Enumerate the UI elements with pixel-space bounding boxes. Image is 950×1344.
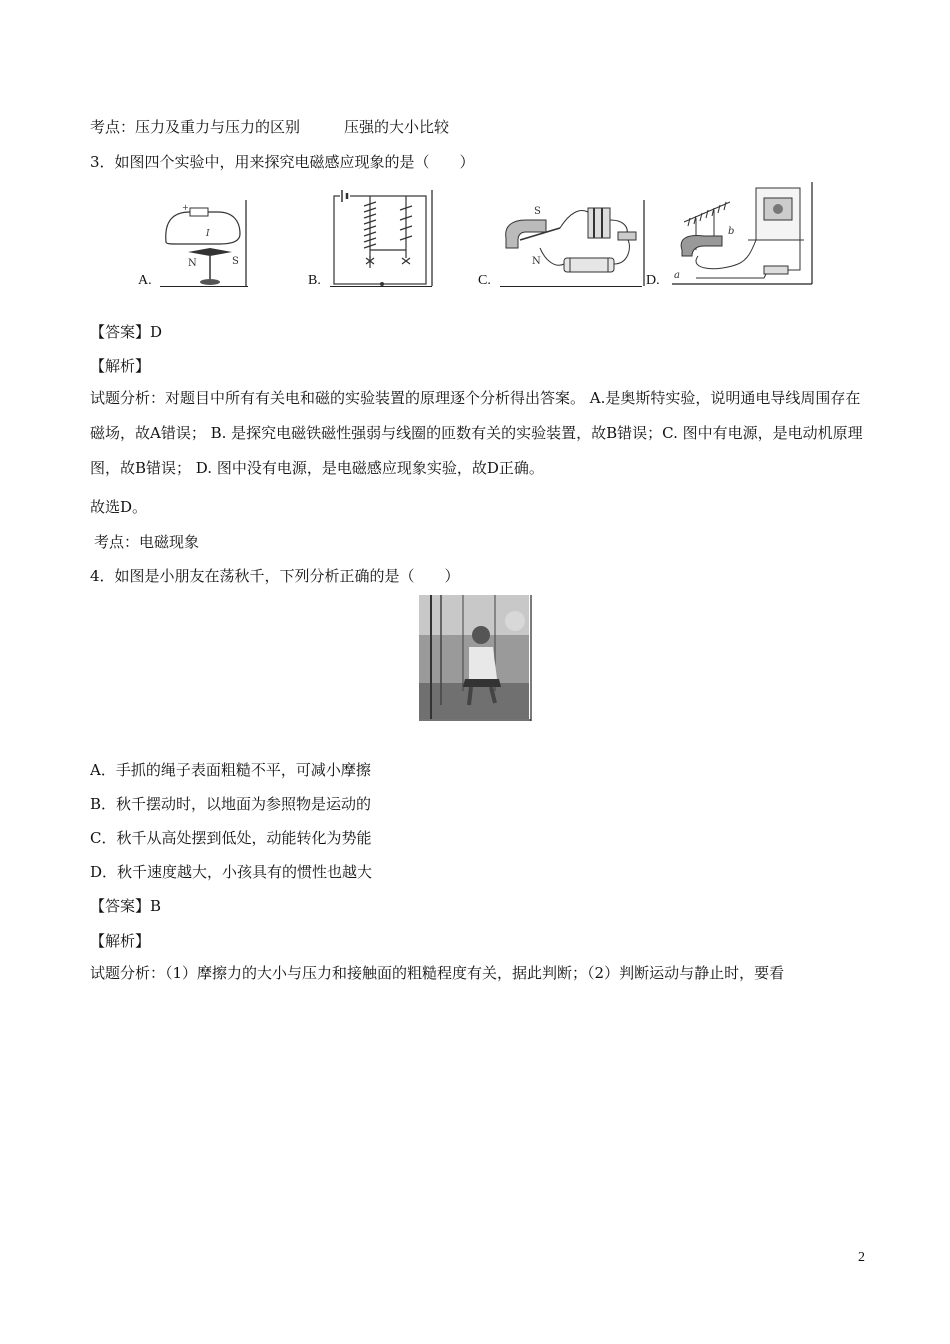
swing-photo bbox=[419, 595, 533, 725]
question-3-stem: 3．如图四个实验中，用来探究电磁感应现象的是（ ） bbox=[90, 153, 475, 171]
label-plus: + bbox=[182, 203, 189, 212]
label-north: N bbox=[532, 256, 541, 267]
q4-analysis-title: 【解析】 bbox=[90, 932, 151, 950]
q3-conclusion: 故选D。 bbox=[90, 498, 148, 516]
point-label-1: 考点：压力及重力与压力的区别 bbox=[90, 118, 301, 136]
q4-option-c: C．秋千从高处摆到低处，动能转化为势能 bbox=[90, 829, 372, 847]
q4-option-a: A．手抓的绳子表面粗糙不平，可减小摩擦 bbox=[90, 761, 371, 779]
option-a-label: A. bbox=[138, 273, 152, 288]
q4-analysis: 试题分析：（1）摩擦力的大小与压力和接触面的粗糙程度有关，据此判断；（2）判断运动与静止时，要看 bbox=[90, 964, 785, 982]
figure-c-baseline bbox=[500, 286, 642, 287]
label-north: N bbox=[188, 258, 197, 269]
figure-a-baseline bbox=[160, 286, 248, 287]
page-number: 2 bbox=[858, 1250, 865, 1265]
option-d-label: D. bbox=[646, 273, 660, 288]
figure-b-electromagnets bbox=[330, 188, 436, 292]
previous-question-point bbox=[90, 117, 449, 137]
label-current: I bbox=[206, 229, 210, 239]
label-a: a bbox=[674, 270, 680, 281]
figure-a-oersted bbox=[160, 200, 252, 294]
q3-answer: 【答案】D bbox=[90, 323, 163, 341]
q3-analysis-title: 【解析】 bbox=[90, 357, 151, 375]
q3-point: 考点：电磁现象 bbox=[94, 533, 200, 551]
label-south: S bbox=[232, 256, 239, 267]
label-south: S bbox=[534, 206, 541, 217]
label-b: b bbox=[728, 226, 735, 237]
point-label-2: 压强的大小比较 bbox=[344, 118, 450, 136]
q4-answer: 【答案】B bbox=[90, 897, 162, 915]
option-c-label: C. bbox=[478, 273, 491, 288]
question-4-stem: 4．如图是小朋友在荡秋千，下列分析正确的是（ ） bbox=[90, 567, 460, 585]
q4-option-d: D．秋千速度越大，小孩具有的惯性也越大 bbox=[90, 863, 373, 881]
figure-c-motor bbox=[500, 198, 648, 292]
figure-b-baseline bbox=[330, 286, 432, 287]
option-b-label: B. bbox=[308, 273, 321, 288]
q4-option-b: B．秋千摆动时，以地面为参照物是运动的 bbox=[90, 795, 372, 813]
q3-analysis: 试题分析：对题目中所有有关电和磁的实验装置的原理逐个分析得出答案。 A.是奥斯特实验，说明通电导线周围存在磁场，故A错误； B. 是探究电磁铁磁性强弱与线圈的匝数有关的实验装置，故B错误；C. 图中有电源，是电动机原理图，故B错误； D. 图中没有电源，是电磁感应现象实验，故D正确。 bbox=[90, 389, 863, 477]
figure-d-induction bbox=[668, 180, 816, 292]
